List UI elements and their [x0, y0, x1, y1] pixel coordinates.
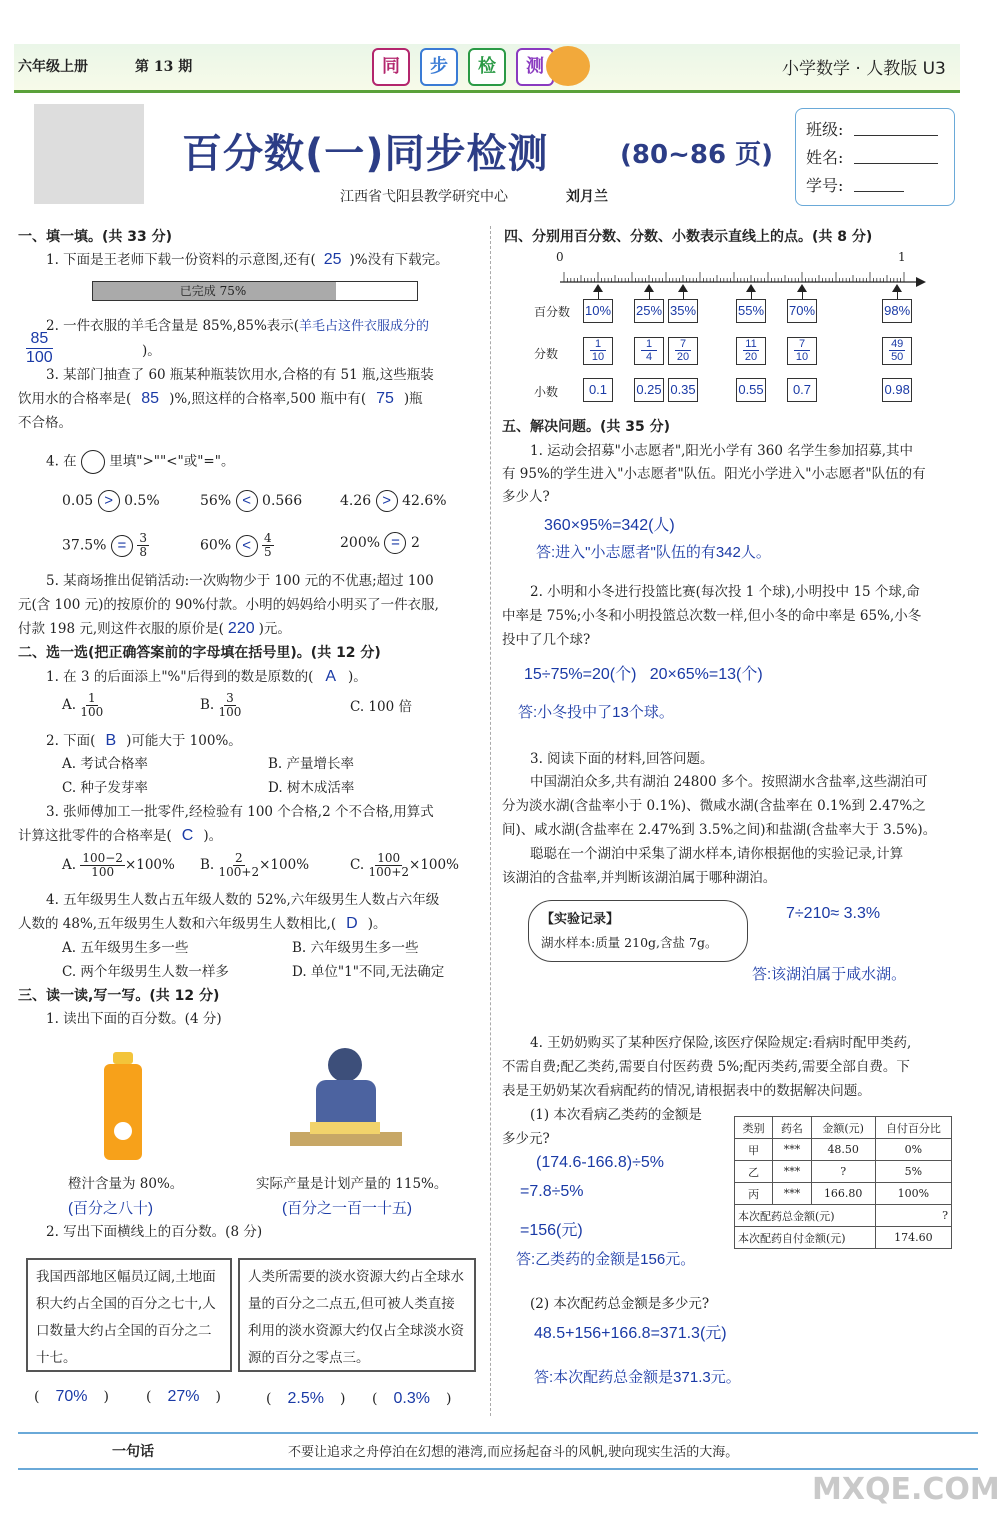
point-percent-6: 98% [882, 299, 912, 323]
page-range: (80~86 页) [620, 140, 773, 170]
p5-q1-work: 360×95%=342(人) [544, 517, 675, 534]
q3c-key: C. [350, 857, 365, 873]
name-label: 姓名: [806, 148, 844, 167]
th-drug: 药名 [773, 1117, 811, 1139]
answer-slot-4: ( 0.3% ) [372, 1390, 452, 1407]
cmp6-right: 2 [410, 535, 420, 551]
p1-q5-tail: )元。 [258, 621, 291, 637]
row-label-percent: 百分数 [534, 305, 571, 319]
p1-q5-answer: 220 [227, 620, 255, 637]
download-progress-bar [92, 281, 418, 301]
p5-q3-line6: 该湖泊的含盐率,并判断该湖泊属于哪种湖泊。 [502, 870, 777, 886]
watermark-text: MXQE.COM [812, 1472, 1000, 1507]
part1-heading: 一、填一填。(共 33 分) [18, 229, 173, 245]
table-cell: ? [811, 1161, 875, 1183]
answer-2-5: 2.5% [287, 1390, 324, 1407]
p1-q1-text: 1. 下面是王老师下载一份资料的示意图,还有( [46, 252, 316, 268]
opt-a-den: 100 [80, 705, 104, 719]
medication-table [734, 1116, 952, 1249]
self-pay-label: 本次配药自付金额(元) [735, 1227, 876, 1249]
answer-70: 70% [55, 1388, 88, 1405]
p5-q4-line2: 不需自费;配乙类药,需要自付医药费 5%;配丙类药,需要全部自费。下 [502, 1059, 910, 1075]
comparison-2 [200, 490, 302, 512]
table-total-row [735, 1205, 952, 1227]
cmp5-right-fraction [262, 532, 274, 559]
q3b-num: 2 [234, 851, 243, 865]
p2-q2-tail: )可能大于 100%。 [126, 733, 242, 749]
cmp5-answer: < [236, 535, 258, 557]
point-fraction-6: 49 50 [882, 337, 912, 365]
p1-q3-text-c: )%,照这样的合格率,500 瓶中有( [169, 391, 367, 407]
caption-production: 实际产量是计划产量的 115%。 [256, 1176, 448, 1192]
footer-quote: 不要让追求之舟停泊在幻想的港湾,而应扬起奋斗的风帆,驶向现实生活的大海。 [288, 1445, 739, 1460]
p2-q2-text: 2. 下面( [46, 733, 96, 749]
q3b-key: B. [200, 857, 215, 873]
p2-q1-opt-c: C. 100 倍 [350, 699, 412, 715]
q3b-den: 100+2 [218, 865, 260, 879]
cmp4-right-fraction [137, 532, 149, 559]
comparison-3 [340, 490, 447, 512]
p1-q4-text: 4. 在 [46, 453, 77, 470]
table-self-row [735, 1227, 952, 1249]
p1-q3-text-d: )瓶 [403, 391, 423, 407]
answer-0-3: 0.3% [393, 1390, 430, 1407]
edition-label: 小学数学 · 人教版 U3 [782, 59, 946, 79]
p2-q2-opt-a: A. 考试合格率 [62, 756, 148, 772]
p1-q2 [46, 315, 429, 337]
point-arrow-stem [598, 291, 599, 299]
p1-q3-answer2: 75 [376, 390, 394, 407]
p5-q3-work: 7÷210≈ 3.3% [786, 905, 881, 922]
p5-q3-line5: 聪聪在一个湖泊中采集了湖水样本,请你根据他的实验记录,计算 [530, 846, 904, 862]
p5-q4-line1: 4. 王奶奶购买了某种医疗保险,该医疗保险规定:看病时配甲类药, [530, 1035, 912, 1051]
p2-q1-tail: )。 [348, 669, 367, 685]
row-label-fraction: 分数 [534, 347, 559, 361]
p5-q4-work4: 48.5+156+166.8=371.3(元) [534, 1325, 727, 1342]
answer-slot-1: ( 70% ) [34, 1388, 109, 1405]
comparison-6 [340, 532, 420, 554]
p5-q1-line3: 多少人? [502, 489, 550, 505]
answer-slot-3: ( 2.5% ) [266, 1390, 346, 1407]
record-title: 【实验记录】 [541, 912, 620, 927]
point-fraction-3: 7 20 [668, 337, 698, 365]
table-row [735, 1161, 952, 1183]
p1-q5-line1: 5. 某商场推出促销活动:一次购物少于 100 元的不优惠;超过 100 [46, 573, 434, 589]
p5-q4-work3: =156(元) [520, 1222, 583, 1239]
q3a-num: 100−2 [82, 851, 123, 865]
point-decimal-3: 0.35 [668, 378, 698, 402]
p5-q2-line3: 投中了几个球? [502, 632, 591, 648]
issue-label: 第 13 期 [135, 59, 193, 75]
passage-box-west: 我国西部地区幅员辽阔,土地面积大约占全国的百分之七十,人口数量大约占全国的百分之二十七。 [26, 1258, 232, 1372]
p5-q3-line4: 间)、咸水湖(含盐率在 2.47%到 3.5%之间)和盐湖(含盐率大于 3.5%)。 [502, 822, 937, 838]
table-cell: 甲 [735, 1139, 773, 1161]
footer-label: 一句话 [112, 1444, 154, 1460]
p2-q4-tail: )。 [367, 916, 387, 932]
q3c-den: 100+2 [368, 865, 410, 879]
q3a-den: 100 [91, 865, 115, 879]
p2-q1-text: 1. 在 3 的后面添上"%"后得到的数是原数的( [46, 669, 314, 685]
p1-q2-answer: 羊毛占这件衣服成分的 [299, 318, 430, 333]
total-value: ? [875, 1205, 951, 1227]
badge-jian: 检 [468, 48, 506, 86]
cmp1-answer: > [98, 490, 120, 512]
table-cell: 48.50 [811, 1139, 875, 1161]
caption-juice-answer: (百分之八十) [68, 1200, 153, 1217]
row-label-decimal: 小数 [534, 385, 559, 399]
opt-b-den: 100 [218, 705, 242, 719]
opt-a-key: A. [62, 697, 77, 713]
answer-slot-2: ( 27% ) [146, 1388, 221, 1405]
opt-b-key: B. [200, 697, 215, 713]
cmp2-right: 0.566 [262, 493, 303, 509]
p5-q2-work: 15÷75%=20(个) 20×65%=13(个) [524, 666, 763, 683]
qr-code-placeholder [34, 104, 144, 204]
cmp1-left: 0.05 [62, 493, 94, 509]
author-org: 江西省弋阳县教学研究中心 [340, 189, 508, 205]
p1-q3-text-b: 饮用水的合格率是( [18, 391, 132, 407]
total-label: 本次配药总金额(元) [735, 1205, 876, 1227]
axis-one-label: 1 [898, 250, 906, 264]
opt-b-num: 3 [226, 691, 234, 705]
p5-q4-sub1-line2: 多少元? [502, 1131, 550, 1147]
student-id-label: 学号: [806, 176, 844, 195]
author-name: 刘月兰 [566, 189, 608, 205]
p2-q4-opt-d: D. 单位"1"不同,无法确定 [292, 964, 445, 980]
point-arrow-stem [897, 291, 898, 299]
p5-q4-answer2: 答:本次配药总金额是371.3元。 [534, 1369, 741, 1386]
point-percent-1: 10% [583, 299, 613, 323]
table-cell: 5% [875, 1161, 951, 1183]
class-label: 班级: [806, 120, 844, 139]
p5-q4-sub2: (2) 本次配药总金额是多少元? [530, 1296, 710, 1312]
p2-q2-opt-d: D. 树木成活率 [268, 780, 355, 796]
p1-q4-tail: 里填">""<"或"="。 [109, 453, 235, 470]
cmp6-left: 200% [340, 535, 381, 551]
cmp4-answer: = [111, 535, 133, 557]
p2-q3-line2 [18, 825, 222, 847]
point-decimal-6: 0.98 [882, 378, 912, 402]
p5-q1-line1: 1. 运动会招募"小志愿者",阳光小学有 360 名学生参加招募,其中 [530, 443, 914, 459]
self-pay-value: 174.60 [875, 1227, 951, 1249]
table-cell: *** [773, 1183, 811, 1205]
p1-q5-line3 [18, 618, 291, 640]
th-amount: 金额(元) [811, 1117, 875, 1139]
point-fraction-4: 11 20 [736, 337, 766, 365]
p2-q2-opt-b: B. 产量增长率 [268, 756, 355, 772]
table-cell: 0% [875, 1139, 951, 1161]
record-text: 湖水样本:质量 210g,含盐 7g。 [541, 935, 718, 950]
badge-row [372, 48, 554, 86]
point-decimal-1: 0.1 [583, 378, 613, 402]
cmp3-right: 42.6% [402, 493, 447, 509]
cmp6-answer: = [384, 532, 406, 554]
p5-q3-line1: 3. 阅读下面的材料,回答问题。 [530, 751, 714, 767]
p5-q4-work1: (174.6-166.8)÷5% [536, 1154, 664, 1171]
cmp5-num: 4 [264, 531, 272, 545]
p2-q4-line1: 4. 五年级男生人数占五年级人数的 52%,六年级男生人数占六年级 [46, 892, 440, 908]
point-arrow-stem [802, 291, 803, 299]
axis-zero-label: 0 [556, 250, 564, 264]
lion-mascot-icon [546, 46, 590, 86]
point-fraction-1: 1 10 [583, 337, 613, 365]
p5-q4-sub1-line1: (1) 本次看病乙类药的金额是 [530, 1107, 702, 1123]
axis-ticks [564, 272, 904, 282]
experiment-record-box [528, 900, 748, 962]
p1-q3-line3: 不合格。 [18, 415, 72, 431]
cmp2-answer: < [236, 490, 258, 512]
point-fraction-2: 1 4 [634, 337, 664, 365]
p1-q2-text: 2. 一件衣服的羊毛含量是 85%,85%表示( [46, 318, 300, 334]
point-arrow-stem [751, 291, 752, 299]
caption-juice: 橙汁含量为 80%。 [68, 1176, 184, 1192]
th-self-pay: 自付百分比 [875, 1117, 951, 1139]
table-cell: 乙 [735, 1161, 773, 1183]
p2-q4-text: 人数的 48%,五年级男生人数和六年级男生人数相比,( [18, 916, 337, 932]
point-percent-4: 55% [736, 299, 766, 323]
p2-q4-opt-a: A. 五年级男生多一些 [62, 940, 189, 956]
th-category: 类别 [735, 1117, 773, 1139]
table-cell: 100% [875, 1183, 951, 1205]
cmp4-den: 8 [139, 545, 148, 559]
p2-q3-tail: )。 [203, 828, 223, 844]
factory-worker-icon [290, 1046, 402, 1156]
p2-q3-answer: C [181, 827, 194, 844]
table-row [735, 1183, 952, 1205]
p5-q1-answer: 答:进入"小志愿者"队伍的有342人。 [536, 544, 771, 561]
p3-q1: 1. 读出下面的百分数。(4 分) [46, 1011, 222, 1027]
p2-q1-opt-b [200, 692, 241, 719]
p2-q1-answer: A [325, 668, 337, 685]
p5-q2-line1: 2. 小明和小冬进行投篮比赛(每次投 1 个球),小明投中 15 个球,命 [530, 584, 920, 600]
p2-q3-line1: 3. 张师傅加工一批零件,经检验有 100 个合格,2 个不合格,用算式 [46, 804, 434, 820]
p2-q1-opt-a [62, 692, 103, 719]
student-id-field[interactable] [854, 191, 904, 192]
student-info-box [795, 108, 955, 206]
badge-tong: 同 [372, 48, 410, 86]
comparison-5 [200, 532, 274, 559]
table-row [735, 1139, 952, 1161]
juice-bottle-icon [100, 1052, 146, 1162]
p1-q1-answer: 25 [323, 251, 342, 268]
column-divider [490, 226, 491, 1416]
cmp5-left: 60% [200, 537, 232, 554]
point-decimal-2: 0.25 [634, 378, 664, 402]
p1-q3-line1: 3. 某部门抽查了 60 瓶某种瓶装饮用水,合格的有 51 瓶,这些瓶装 [46, 367, 434, 383]
cmp2-left: 56% [200, 493, 232, 509]
point-decimal-5: 0.7 [787, 378, 817, 402]
p5-q1-line2: 有 95%的学生进入"小志愿者"队伍。阳光小学进入"小志愿者"队伍的有 [502, 466, 926, 482]
p1-q5-line2: 元(含 100 元)的按原价的 90%付款。小明的妈妈给小明买了一件衣服, [18, 597, 439, 613]
p2-q1 [46, 666, 367, 688]
point-percent-2: 25% [634, 299, 664, 323]
number-line [550, 262, 930, 292]
caption-production-answer: (百分之一百一十五) [282, 1200, 412, 1217]
cmp4-left: 37.5% [62, 537, 107, 554]
point-percent-3: 35% [668, 299, 698, 323]
table-cell: 丙 [735, 1183, 773, 1205]
q3c-num: 100 [377, 851, 401, 865]
point-arrow-stem [683, 291, 684, 299]
table-cell: 166.80 [811, 1183, 875, 1205]
class-field[interactable] [854, 135, 938, 136]
p5-q2-line2: 中率是 75%;小冬和小明投篮总次数一样,但小冬的命中率是 65%,小冬 [502, 608, 922, 624]
q3c-tail: ×100% [409, 857, 459, 873]
passage-box-water: 人类所需要的淡水资源大约占全球水量的百分之二点五,但可被人类直接利用的淡水资源大约仅占全球淡水资源的百分之零点三。 [238, 1258, 476, 1372]
q3a-tail: ×100% [124, 857, 175, 873]
grade-label: 六年级上册 [18, 59, 88, 75]
part5-heading: 五、解决问题。(共 35 分) [502, 419, 671, 435]
part4-heading: 四、分别用百分数、分数、小数表示直线上的点。(共 8 分) [504, 229, 873, 245]
p1-q2-fraction [26, 330, 53, 367]
cmp3-answer: > [376, 490, 398, 512]
comparison-4 [62, 532, 149, 559]
p2-q3-opt-b [200, 852, 309, 879]
p5-q3-answer: 答:该湖泊属于咸水湖。 [752, 966, 907, 983]
p1-q3-line2 [18, 388, 423, 410]
p3-q2: 2. 写出下面横线上的百分数。(8 分) [46, 1224, 263, 1240]
p5-q4-answer1: 答:乙类药的金额是156元。 [516, 1251, 696, 1268]
p1-q1-tail: )%没有下载完。 [349, 252, 449, 268]
answer-27: 27% [167, 1388, 200, 1405]
part2-heading: 二、选一选(把正确答案前的字母填在括号里)。(共 12 分) [18, 645, 381, 661]
comparison-1 [62, 490, 160, 512]
p2-q3-text: 计算这批零件的合格率是( [18, 828, 172, 844]
opt-a-num: 1 [87, 691, 96, 705]
p1-q2-frac-num: 85 [26, 330, 53, 349]
name-field[interactable] [854, 163, 938, 164]
p5-q3-line2: 中国湖泊众多,共有湖泊 24800 多个。按照湖水含盐率,这些湖泊可 [530, 774, 928, 790]
p5-q4-line3: 表是王奶奶某次看病配药的情况,请根据表中的数据解决问题。 [502, 1083, 871, 1099]
p2-q2-answer: B [105, 732, 117, 749]
cmp4-num: 3 [139, 531, 148, 545]
progress-label: 已完成 75% [179, 284, 247, 298]
p2-q4-opt-b: B. 六年级男生多一些 [292, 940, 419, 956]
p1-q2-frac-den: 100 [26, 349, 53, 366]
point-percent-5: 70% [787, 299, 817, 323]
p2-q4-answer: D [346, 915, 358, 932]
table-cell: *** [773, 1139, 811, 1161]
table-header-row [735, 1117, 952, 1139]
q3a-key: A. [62, 857, 77, 873]
p1-q5-text: 付款 198 元,则这件衣服的原价是( [18, 621, 224, 637]
p1-q2-tail: )。 [142, 343, 161, 359]
badge-ce: 测 [516, 48, 554, 86]
p5-q2-answer: 答:小冬投中了13个球。 [518, 704, 674, 721]
p5-q3-line3: 分为淡水湖(含盐率小于 0.1%)、微咸水湖(含盐率在 0.1%到 2.47%之 [502, 798, 926, 814]
p1-q3-answer1: 85 [141, 390, 160, 407]
p5-q4-work2: =7.8÷5% [520, 1183, 584, 1200]
cmp5-den: 5 [264, 545, 272, 559]
p2-q3-opt-a [62, 852, 175, 879]
q3b-tail: ×100% [259, 857, 310, 873]
point-fraction-5: 7 10 [787, 337, 817, 365]
badge-bu: 步 [420, 48, 458, 86]
cmp3-left: 4.26 [340, 493, 372, 509]
p2-q2-opt-c: C. 种子发芽率 [62, 780, 148, 796]
circle-blank-icon [81, 450, 105, 474]
page-title: 百分数(一)同步检测 [182, 131, 549, 177]
p2-q3-opt-c [350, 852, 459, 879]
axis-arrow-icon [916, 277, 926, 287]
p1-q1 [46, 249, 449, 271]
point-decimal-4: 0.55 [736, 378, 766, 402]
p1-q4 [46, 450, 234, 474]
p2-q4-opt-c: C. 两个年级男生人数一样多 [62, 964, 229, 980]
cmp1-right: 0.5% [124, 493, 160, 509]
table-cell: *** [773, 1161, 811, 1183]
p2-q4-line2 [18, 913, 387, 935]
part3-heading: 三、读一读,写一写。(共 12 分) [18, 988, 220, 1004]
p2-q2 [46, 730, 242, 752]
point-arrow-stem [649, 291, 650, 299]
